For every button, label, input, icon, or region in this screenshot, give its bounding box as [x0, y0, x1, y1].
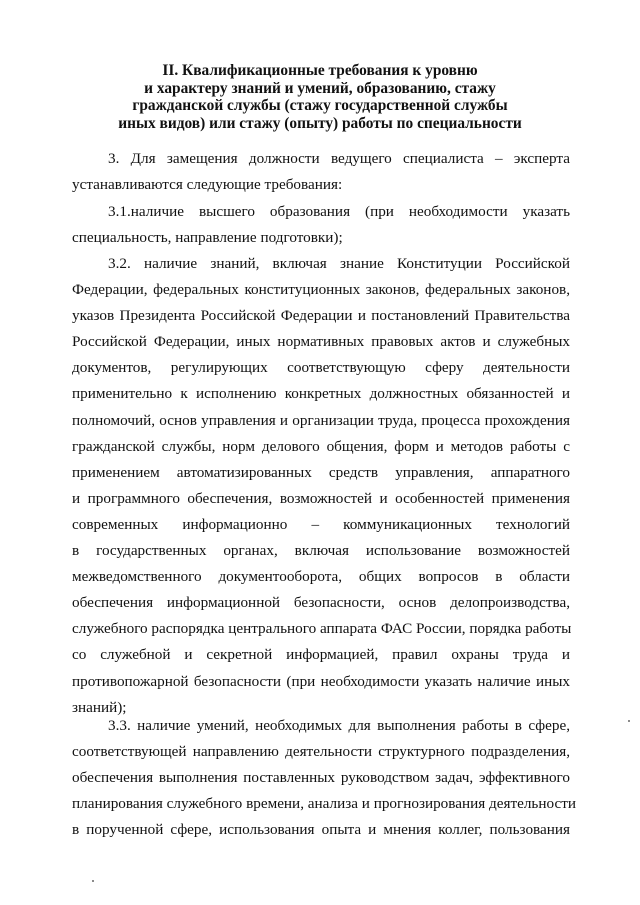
paragraph-line: обеспечения информационной безопасности, основ делопроизводства, — [72, 594, 570, 612]
paragraph-3 — [72, 146, 570, 198]
paragraph-line: служебного распорядка центрального аппарата ФАС России, порядка работы — [72, 620, 572, 638]
paragraph-line: со служебной и секретной информацией, правил охраны труда и — [72, 646, 570, 664]
paragraph-line: 3.1.наличие высшего образования (при необходимости указать — [108, 203, 570, 220]
paragraph-line: 3.3. наличие умений, необходимых для выполнения работы в сфере, — [108, 717, 570, 734]
paragraph-line: противопожарной безопасности (при необходимости указать наличие иных — [72, 672, 570, 690]
paragraph-line: межведомственного документооборота, общих вопросов в области — [72, 568, 570, 586]
paragraph-3-1 — [72, 199, 570, 251]
paragraph-line: знаний); — [72, 698, 127, 716]
paragraph-line: Российской Федерации, иных нормативных правовых актов и служебных — [72, 333, 570, 351]
section-heading — [60, 62, 580, 132]
paragraph-line: в порученной сфере, использования опыта и мнения коллег, пользования — [72, 821, 570, 839]
paragraph-3-3 — [72, 713, 576, 843]
paragraph-line: применением автоматизированных средств управления, аппаратного — [72, 463, 570, 481]
paragraph-line: 3. Для замещения должности ведущего специалиста – эксперта — [108, 150, 570, 167]
paragraph-line: 3.2. наличие знаний, включая знание Конституции Российской — [108, 255, 570, 272]
paragraph-line: и программного обеспечения, возможностей и особенностей применения — [72, 489, 570, 507]
paragraph-line: применительно к исполнению конкретных должностных обязанностей и — [72, 385, 570, 403]
paragraph-line: обеспечения выполнения поставленных руководством задач, эффективного — [72, 769, 570, 787]
heading-line: иных видов) или стажу (опыту) работы по специальности — [118, 114, 522, 132]
heading-line: и характеру знаний и умений, образованию, стажу — [144, 79, 496, 97]
paragraph-line: специальность, направление подготовки); — [72, 229, 343, 247]
paragraph-line: Федерации, федеральных конституционных законов, федеральных законов, — [72, 281, 570, 299]
scan-speck — [92, 880, 94, 882]
scan-speck — [628, 720, 630, 722]
paragraph-line: указов Президента Российской Федерации и постановлений Правительства — [72, 307, 570, 325]
paragraph-line: устанавливаются следующие требования: — [72, 176, 343, 194]
paragraph-3-2 — [72, 251, 570, 721]
paragraph-line: в государственных органах, включая использование возможностей — [72, 542, 570, 560]
heading-line: гражданской службы (стажу государственной службы — [132, 97, 508, 115]
paragraph-line: современных информационно – коммуникационных технологий — [72, 515, 570, 533]
paragraph-line: полномочий, основ управления и организации труда, процесса прохождения — [72, 411, 570, 429]
paragraph-line: соответствующей направлению деятельности структурного подразделения, — [72, 743, 570, 761]
heading-line: II. Квалификационные требования к уровню — [162, 62, 478, 79]
paragraph-line: гражданской службы, норм делового общения, форм и методов работы с — [72, 437, 570, 455]
paragraph-line: планирования служебного времени, анализа и прогнозирования деятельности — [72, 795, 576, 813]
paragraph-line: документов, регулирующих соответствующую сферу деятельности — [72, 359, 570, 377]
